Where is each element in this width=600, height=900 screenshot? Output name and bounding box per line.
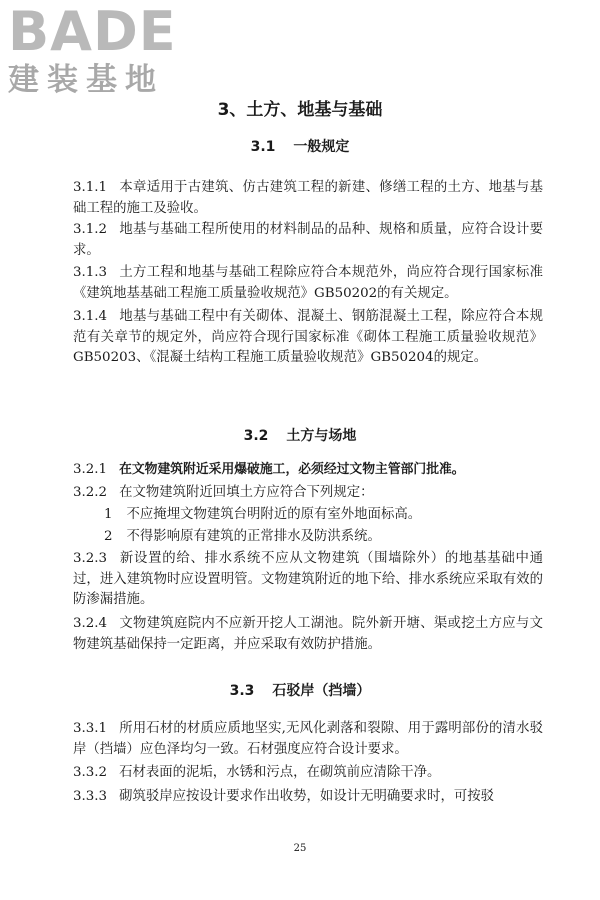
clause-text: 所用石材的材质应质地坚实,无风化剥落和裂隙、用于露明部份的清水驳岸（挡墙）应色泽均匀一致。石材强度应符合设计要求。	[73, 721, 543, 757]
clause-id: 3.3.3	[73, 789, 108, 804]
item-text: 不应掩埋文物建筑台明附近的原有室外地面标高。	[126, 507, 422, 522]
clause-text: 土方工程和地基与基础工程除应符合本规范外，尚应符合现行国家标准《建筑地基基础工程施工质量验收规范》GB50202的有关规定。	[73, 265, 543, 301]
logo-wordmark: BADE	[8, 0, 177, 63]
list-item	[104, 505, 544, 526]
section-title-3-3	[0, 680, 600, 700]
clause-3-1-2	[73, 220, 543, 261]
clause-text: 本章适用于古建筑、仿古建筑工程的新建、修缮工程的土方、地基与基础工程的施工及验收。	[73, 180, 543, 216]
clause-id: 3.1.4	[73, 309, 108, 324]
clause-3-2-1	[73, 460, 543, 481]
item-number: 2	[104, 529, 113, 544]
section-label: 一般规定	[293, 139, 350, 155]
clause-text: 砌筑驳岸应按设计要求作出收势，如设计无明确要求时，可按驳	[119, 789, 495, 804]
clause-3-2-3	[73, 549, 543, 611]
clause-3-2-2	[73, 483, 543, 504]
item-text: 不得影响原有建筑的正常排水及防洪系统。	[126, 529, 381, 544]
clause-text: 石材表面的泥垢，水锈和污点，在砌筑前应清除干净。	[119, 765, 441, 780]
clause-text: 在文物建筑附近采用爆破施工，必须经过文物主管部门批准。	[119, 462, 465, 477]
item-number: 1	[104, 507, 113, 522]
clause-3-1-3	[73, 263, 543, 304]
clause-id: 3.2.1	[73, 462, 108, 477]
clause-text: 地基与基础工程所使用的材料制品的品种、规格和质量，应符合设计要求。	[73, 222, 543, 258]
clause-id: 3.2.3	[73, 551, 108, 566]
clause-text: 文物建筑庭院内不应新开挖人工湖池。院外新开塘、渠或挖土方应与文物建筑基础保持一定距离，并应采取有效防护措施。	[73, 616, 543, 652]
clause-text: 地基与基础工程中有关砌体、混凝土、钢筋混凝土工程，除应符合本规范有关章节的规定外，尚应符合现行国家标准《砌体工程施工质量验收规范》GB50203、《混凝土结构工程施工质量验收规范》GB50204的规定。	[73, 309, 543, 365]
clause-3-2-4	[73, 614, 543, 655]
clause-id: 3.1.1	[73, 180, 108, 195]
clause-3-1-4	[73, 307, 543, 369]
clause-id: 3.1.3	[73, 265, 108, 280]
chapter-title: 3、土方、地基与基础	[217, 100, 383, 120]
clause-text: 新设置的给、排水系统不应从文物建筑（围墙除外）的地基基础中通过，进入建筑物时应设置明管。文物建筑附近的地下给、排水系统应采取有效的防渗漏措施。	[73, 551, 543, 607]
clause-id: 3.3.2	[73, 765, 108, 780]
clause-id: 3.3.1	[73, 721, 108, 736]
section-title-3-1	[0, 136, 600, 156]
section-label: 土方与场地	[286, 428, 357, 444]
clause-id: 3.2.4	[73, 616, 108, 631]
clause-text: 在文物建筑附近回填土方应符合下列规定：	[119, 485, 374, 500]
bade-logo	[8, 0, 178, 104]
clause-3-3-2	[73, 763, 543, 784]
list-item	[104, 527, 544, 548]
section-number: 3.3	[229, 683, 255, 699]
section-number: 3.2	[243, 428, 269, 444]
clause-3-3-3	[73, 787, 543, 808]
logo-subtitle: 建装基地	[8, 62, 164, 98]
clause-3-3-1	[73, 719, 543, 760]
section-title-3-2	[0, 425, 600, 445]
section-label: 石驳岸（挡墙）	[272, 683, 371, 699]
clause-id: 3.2.2	[73, 485, 108, 500]
section-number: 3.1	[250, 139, 276, 155]
clause-id: 3.1.2	[73, 222, 108, 237]
clause-3-1-1	[73, 178, 543, 219]
page-number: 25	[293, 843, 307, 854]
